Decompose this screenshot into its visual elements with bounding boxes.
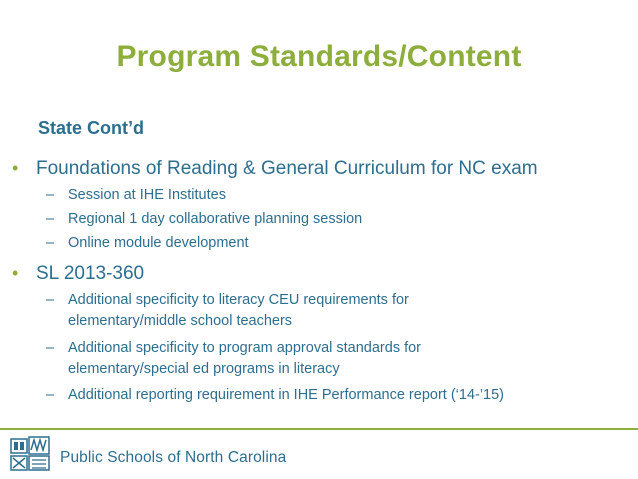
bullet-item bbox=[12, 158, 538, 180]
dash-icon: – bbox=[46, 211, 55, 227]
sub-bullet-item bbox=[46, 209, 608, 230]
dash-icon: – bbox=[46, 235, 55, 251]
sub-bullet-item bbox=[46, 385, 608, 406]
sub-bullet-text: Additional specificity to program approval standards for elementary/special ed programs in literacy bbox=[68, 340, 422, 377]
bullet-text: SL 2013-360 bbox=[36, 263, 145, 284]
slide-subtitle: State Cont’d bbox=[38, 118, 144, 138]
bullet-dot-icon: • bbox=[12, 263, 19, 283]
sub-bullet-item bbox=[46, 338, 513, 380]
bullet-item bbox=[12, 263, 144, 285]
dash-icon: – bbox=[46, 340, 55, 356]
dash-icon: – bbox=[46, 387, 55, 403]
footer-org-name: Public Schools of North Carolina bbox=[60, 449, 287, 466]
nc-dpi-logo-icon bbox=[10, 436, 52, 477]
bullet-dot-icon: • bbox=[12, 158, 19, 178]
sub-bullet-item bbox=[46, 185, 608, 206]
bullet-text: Foundations of Reading & General Curriculum for NC exam bbox=[36, 158, 538, 179]
slide-title: Program Standards/Content bbox=[116, 40, 522, 73]
dash-icon: – bbox=[46, 292, 55, 308]
sub-bullet-text: Online module development bbox=[68, 235, 249, 251]
footer-divider bbox=[0, 428, 638, 430]
sub-bullet-text: Additional specificity to literacy CEU requirements for elementary/middle school teachers bbox=[68, 292, 409, 329]
sub-bullet-text: Regional 1 day collaborative planning session bbox=[68, 211, 363, 227]
sub-bullet-item bbox=[46, 290, 508, 332]
dash-icon: – bbox=[46, 187, 55, 203]
sub-bullet-text: Additional reporting requirement in IHE Performance report (‘14-’15) bbox=[68, 387, 505, 403]
sub-bullet-item bbox=[46, 233, 608, 254]
sub-bullet-text: Session at IHE Institutes bbox=[68, 187, 226, 203]
